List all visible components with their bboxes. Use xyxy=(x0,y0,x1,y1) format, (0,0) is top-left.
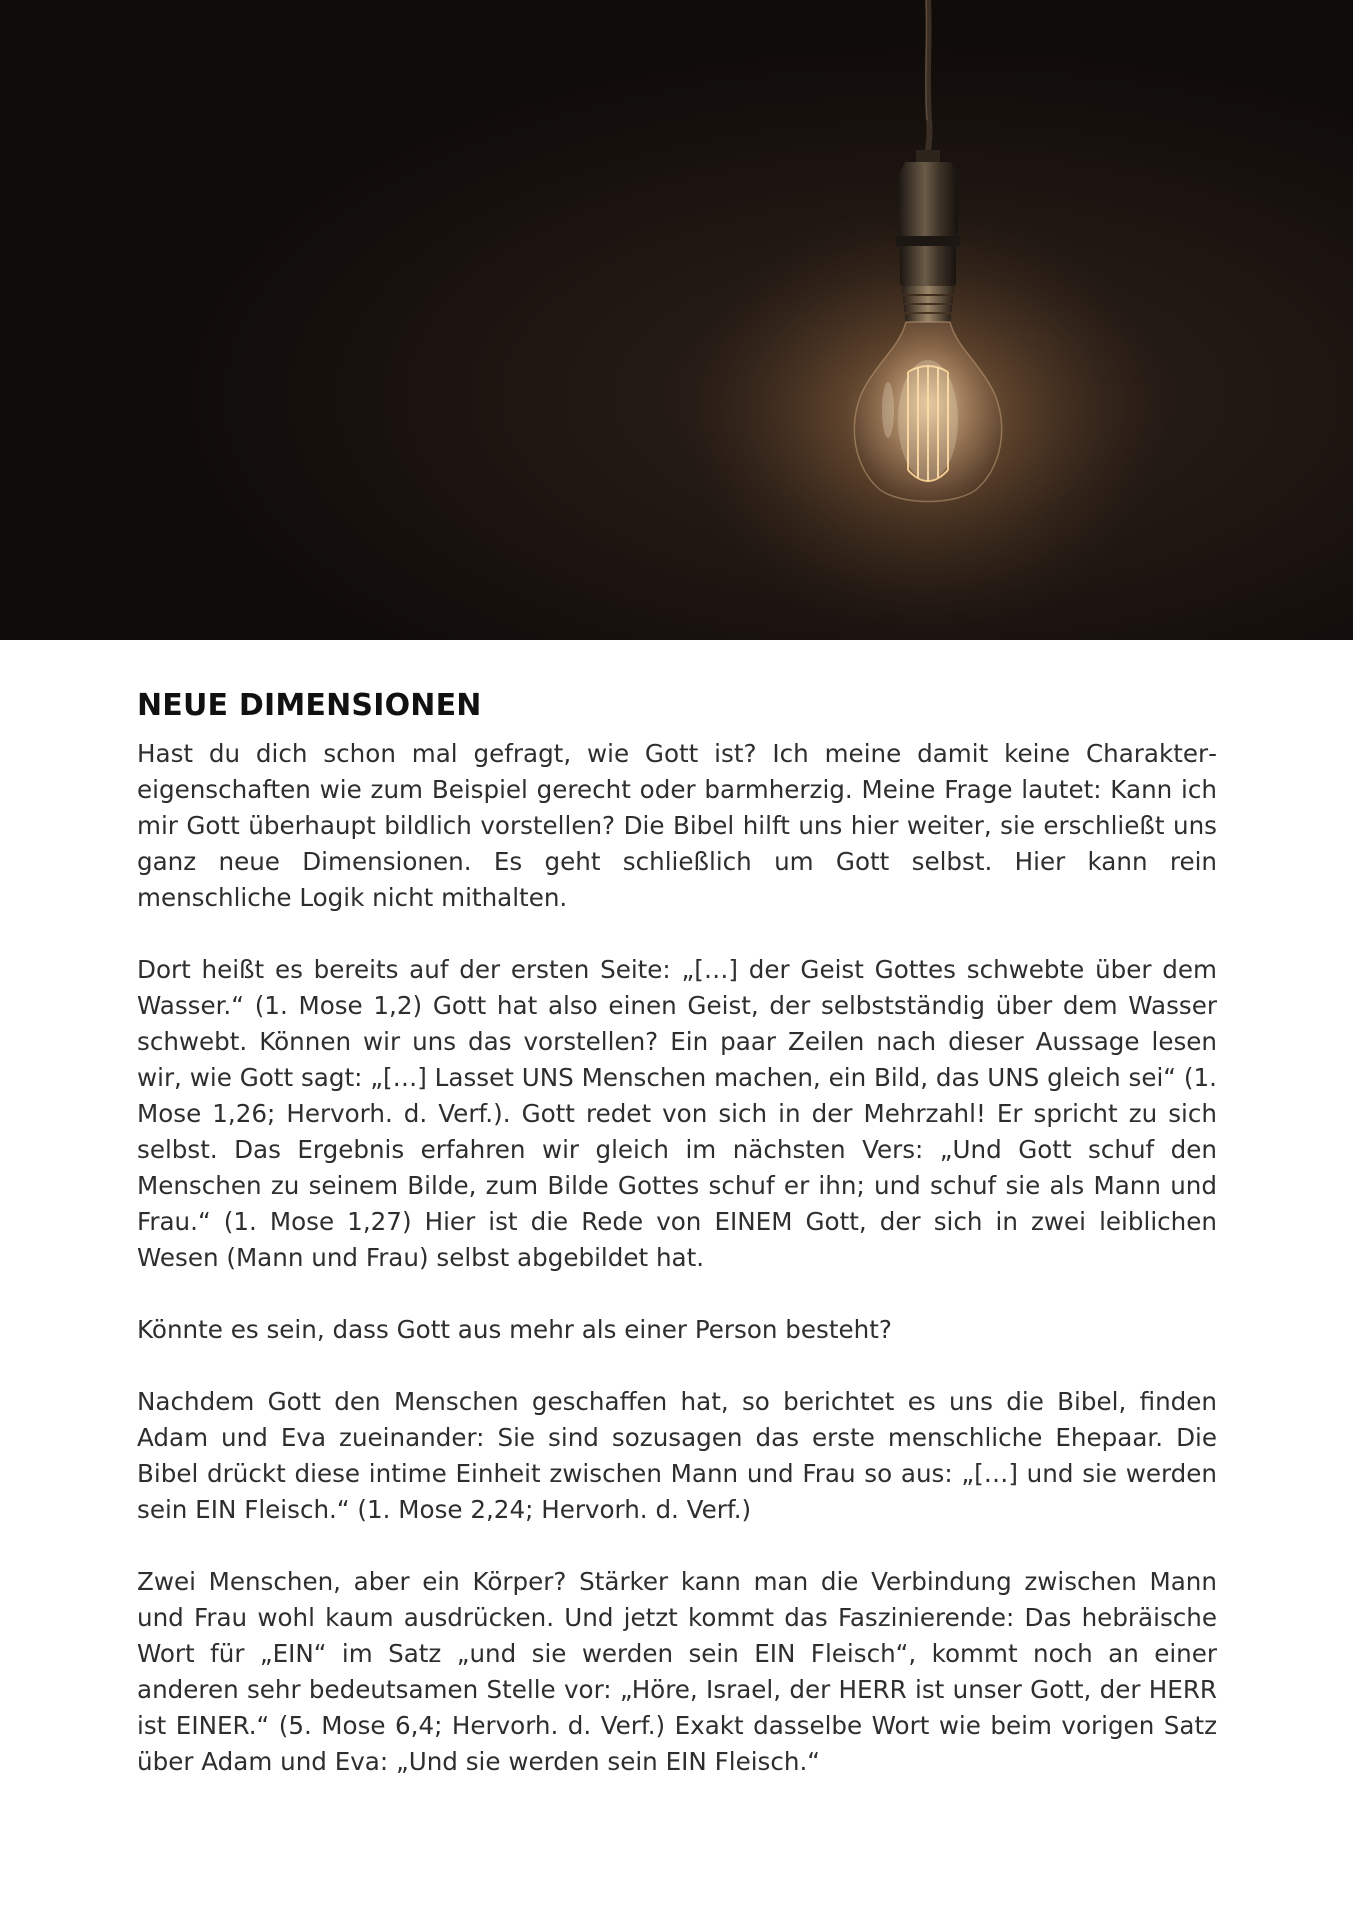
hero-photo xyxy=(0,0,1353,640)
article xyxy=(137,686,1217,1816)
article-paragraph: Nachdem Gott den Menschen geschaffen hat, so berichtet es uns die Bibel, finden Adam und Eva zueinander: Sie sind sozusagen das erste menschliche Ehepaar. Die Bibel drückt diese intime Einheit zwischen Mann und Frau so aus: „[…] und sie werden sein EIN Fleisch.“ (1. Mose 2,24; Hervorh. d. Verf.) xyxy=(137,1387,1217,1524)
article-heading: NEUE DIMENSIONEN xyxy=(137,688,482,723)
light-bulb-image xyxy=(0,0,1353,640)
article-paragraph: Zwei Menschen, aber ein Körper? Stärker kann man die Verbindung zwischen Mann und Frau wohl kaum ausdrücken. Und jetzt kommt das Faszinierende: Das hebräische Wort für „EIN“ im Satz „und sie werden sein EIN Fleisch“, kommt noch an einer anderen sehr bedeutsamen Stelle vor: „Höre, Israel, der HERR ist unser Gott, der HERR ist EINER.“ (5. Mose 6,4; Hervorh. d. Verf.) Exakt dasselbe Wort wie beim vorigen Satz über Adam und Eva: „Und sie werden sein EIN Fleisch.“ xyxy=(137,1567,1217,1776)
article-paragraph: Hast du dich schon mal gefragt, wie Gott ist? Ich meine damit keine Charaktereigenschaften wie zum Beispiel gerecht oder barmherzig. Meine Frage lautet: Kann ich mir Gott überhaupt bildlich vorstellen? Die Bibel hilft uns hier weiter, sie erschließt uns ganz neue Dimensionen. Es geht schließlich um Gott selbst. Hier kann rein menschliche Logik nicht mithalten. xyxy=(137,739,1217,912)
article-paragraph: Könnte es sein, dass Gott aus mehr als einer Person besteht? xyxy=(137,1315,892,1344)
article-paragraph: Dort heißt es bereits auf der ersten Seite: „[…] der Geist Gottes schwebte über dem Wasser.“ (1. Mose 1,2) Gott hat also einen Geist, der selbstständig über dem Wasser schwebt. Können wir uns das vorstellen? Ein paar Zeilen nach dieser Aussage lesen wir, wie Gott sagt: „[…] Lasset UNS Menschen machen, ein Bild, das UNS gleich sei“ (1. Mose 1,26; Hervorh. d. Verf.). Gott redet von sich in der Mehrzahl! Er spricht zu sich selbst. Das Ergebnis erfahren wir gleich im nächsten Vers: „Und Gott schuf den Menschen zu seinem Bilde, zum Bilde Gottes schuf er ihn; und schuf sie als Mann und Frau.“ (1. Mose 1,27) Hier ist die Rede von EINEM Gott, der sich in zwei leiblichen Wesen (Mann und Frau) selbst abgebildet hat. xyxy=(137,955,1217,1272)
